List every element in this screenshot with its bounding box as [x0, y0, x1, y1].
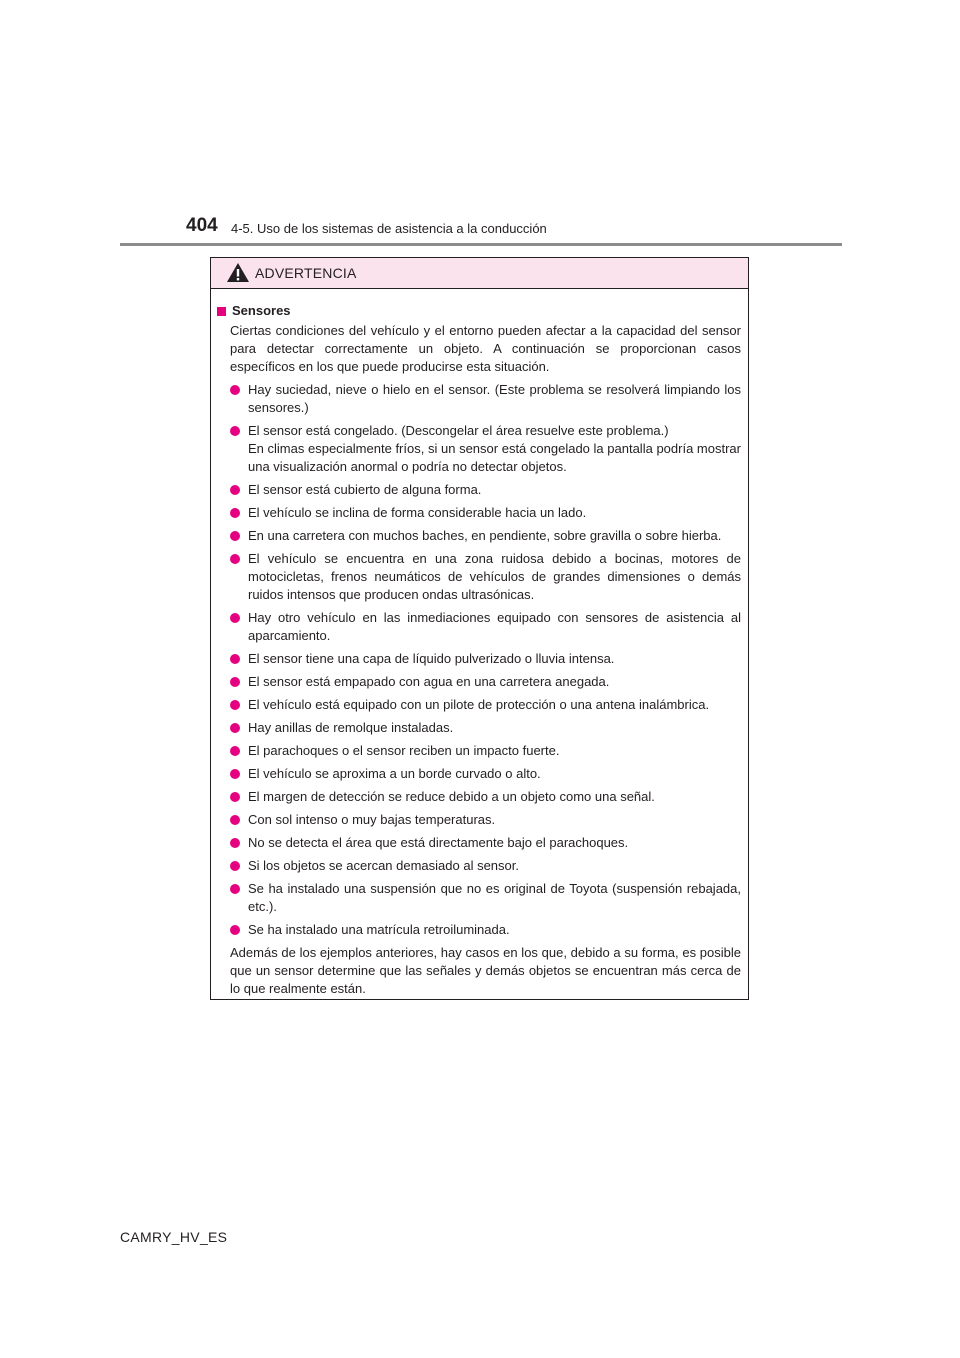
list-item-text: En una carretera con muchos baches, en pendiente, sobre gravilla o sobre hierba. [248, 528, 722, 543]
list-item [230, 650, 741, 668]
warning-box [210, 257, 749, 1000]
list-item-text: Hay suciedad, nieve o hielo en el sensor. (Este problema se resolverá limpiando los sensores.) [248, 382, 741, 415]
list-item-text: Con sol intenso o muy bajas temperaturas. [248, 812, 496, 827]
list-item [230, 811, 741, 829]
warning-body [211, 289, 748, 998]
bullet-icon [230, 426, 240, 436]
list-item [230, 742, 741, 760]
list-item [230, 921, 741, 939]
warning-header [211, 258, 748, 289]
bullet-icon [230, 613, 240, 623]
list-item [230, 696, 741, 714]
bullet-icon [230, 554, 240, 564]
bullet-icon [230, 485, 240, 495]
list-item-text: Hay otro vehículo en las inmediaciones equipado con sensores de asistencia al aparcamiento. [248, 610, 741, 643]
list-item [230, 719, 741, 737]
bullet-icon [230, 925, 240, 935]
warning-triangle-icon [226, 262, 250, 283]
page-number: 404 [186, 215, 218, 236]
list-item [230, 381, 741, 417]
bullet-icon [230, 531, 240, 541]
bullet-icon [230, 385, 240, 395]
list-item-text: No se detecta el área que está directamente bajo el parachoques. [248, 835, 629, 850]
intro-paragraph: Ciertas condiciones del vehículo y el entorno pueden afectar a la capacidad del sensor para detectar correctamente un objeto. A continuación se proporcionan casos específicos en los que puede producirse esta situación. [230, 323, 741, 374]
bullet-icon [230, 700, 240, 710]
list-item-text: El vehículo está equipado con un pilote de protección o una antena inalámbrica. [248, 697, 710, 712]
bullet-icon [230, 508, 240, 518]
section-title: 4-5. Uso de los sistemas de asistencia a la conducción [231, 221, 547, 236]
bullet-icon [230, 838, 240, 848]
square-bullet-icon [217, 307, 226, 316]
warning-title: ADVERTENCIA [255, 265, 357, 281]
list-item-text: Si los objetos se acercan demasiado al sensor. [248, 858, 519, 873]
list-item [230, 765, 741, 783]
list-item-text: El sensor está congelado. (Descongelar el área resuelve este problema.) [248, 423, 669, 438]
list-item-text: El vehículo se inclina de forma considerable hacia un lado. [248, 505, 587, 520]
bullet-icon [230, 746, 240, 756]
list-item-text: El sensor tiene una capa de líquido pulverizado o lluvia intensa. [248, 651, 615, 666]
subhead [217, 302, 741, 320]
header-rule [120, 243, 842, 246]
list-item-text: El sensor está empapado con agua en una carretera anegada. [248, 674, 610, 689]
list-item [230, 481, 741, 499]
list-item [230, 834, 741, 852]
bullet-icon [230, 861, 240, 871]
bullet-icon [230, 654, 240, 664]
list-item-text: El sensor está cubierto de alguna forma. [248, 482, 482, 497]
condition-list [217, 381, 741, 939]
list-item-text: Se ha instalado una matrícula retroiluminada. [248, 922, 510, 937]
list-item [230, 609, 741, 645]
list-item [230, 673, 741, 691]
list-item [230, 527, 741, 545]
bullet-icon [230, 723, 240, 733]
bullet-icon [230, 792, 240, 802]
list-item [230, 504, 741, 522]
bullet-icon [230, 769, 240, 779]
footer-model-code: CAMRY_HV_ES [120, 1229, 228, 1245]
bullet-icon [230, 884, 240, 894]
list-item-text: El margen de detección se reduce debido a un objeto como una señal. [248, 789, 655, 804]
list-item [230, 880, 741, 916]
closing-paragraph: Además de los ejemplos anteriores, hay casos en los que, debido a su forma, es posible que un sensor determine que las señales y demás objetos se encuentran más cerca de lo que realmente están. [230, 945, 741, 996]
list-item-extra: En climas especialmente fríos, si un sensor está congelado la pantalla podría mostrar una visualización anormal o podría no detectar objetos. [248, 441, 741, 474]
list-item [230, 788, 741, 806]
list-item [230, 422, 741, 476]
bullet-icon [230, 815, 240, 825]
list-item-text: El parachoques o el sensor reciben un impacto fuerte. [248, 743, 560, 758]
list-item-text: El vehículo se aproxima a un borde curvado o alto. [248, 766, 541, 781]
subhead-text: Sensores [232, 303, 291, 318]
list-item [230, 857, 741, 875]
bullet-icon [230, 677, 240, 687]
list-item-text: Se ha instalado una suspensión que no es original de Toyota (suspensión rebajada, etc.). [248, 881, 741, 914]
list-item [230, 550, 741, 604]
list-item-text: Hay anillas de remolque instaladas. [248, 720, 454, 735]
list-item-text: El vehículo se encuentra en una zona ruidosa debido a bocinas, motores de motocicletas, frenos neumáticos de vehículos de grandes dimensiones o demás ruidos intensos que producen ondas ultrasónicas. [248, 551, 741, 602]
